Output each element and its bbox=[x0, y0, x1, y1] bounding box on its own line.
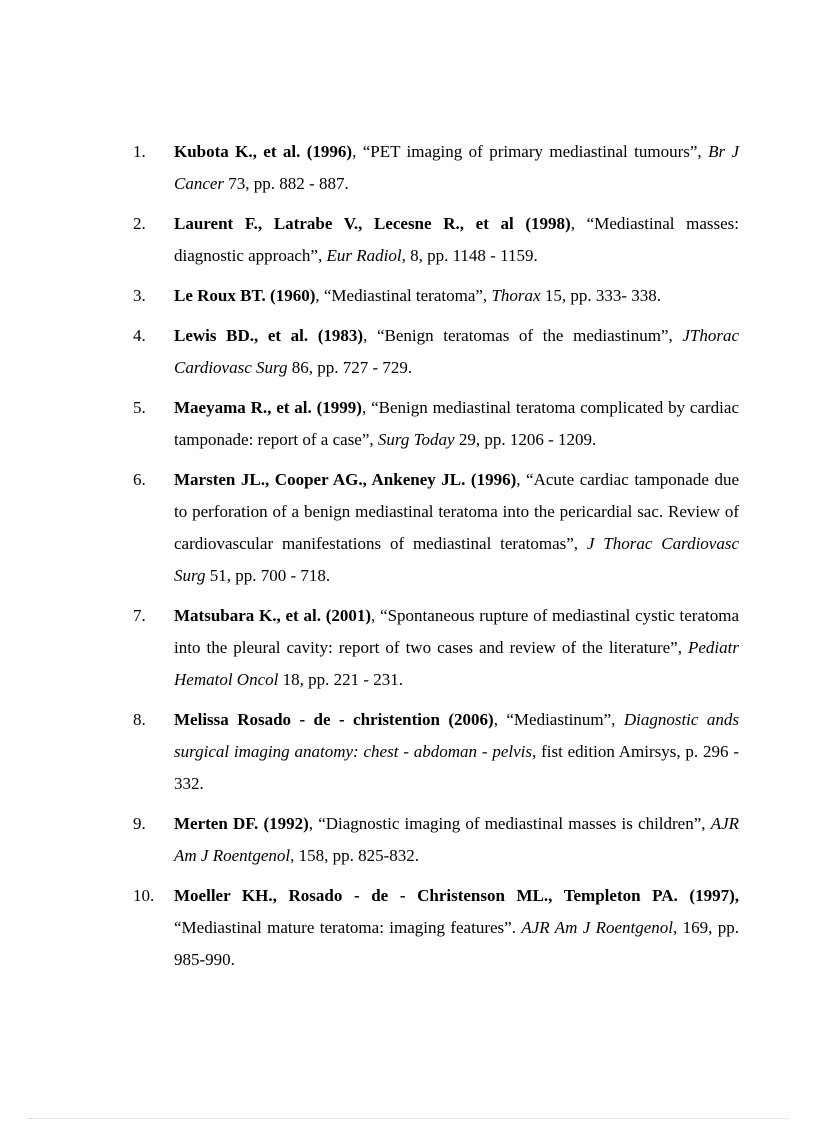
reference-title: “Diagnostic imaging of mediastinal masses is children”, bbox=[318, 814, 711, 833]
reference-list bbox=[133, 136, 739, 984]
reference-item-4 bbox=[133, 320, 739, 384]
reference-text bbox=[174, 136, 739, 200]
reference-details: 29, pp. 1206 - 1209. bbox=[454, 430, 597, 449]
reference-number: 5. bbox=[133, 398, 146, 417]
reference-item-10 bbox=[133, 880, 739, 976]
reference-authors: Maeyama R., et al. (1999) bbox=[174, 398, 362, 417]
reference-number: 10. bbox=[133, 886, 155, 905]
reference-item-6 bbox=[133, 464, 739, 592]
reference-details: , 158, pp. 825-832. bbox=[290, 846, 420, 865]
reference-item-5 bbox=[133, 392, 739, 456]
reference-separator: , bbox=[516, 470, 527, 489]
reference-item-9 bbox=[133, 808, 739, 872]
reference-item-1 bbox=[133, 136, 739, 200]
reference-authors: Lewis BD., et al. (1983) bbox=[174, 326, 364, 345]
reference-authors: Kubota K., et al. (1996) bbox=[174, 142, 353, 161]
reference-journal: Surg Today bbox=[377, 430, 455, 449]
reference-separator: , bbox=[570, 214, 587, 233]
reference-authors: Laurent F., Latrabe V., Lecesne R., et al (1998) bbox=[174, 214, 571, 233]
reference-item-2 bbox=[133, 208, 739, 272]
reference-journal: Eur Radiol bbox=[326, 246, 402, 265]
reference-item-7 bbox=[133, 600, 739, 696]
reference-number: 9. bbox=[133, 814, 146, 833]
reference-journal: AJR Am J Roentgenol bbox=[521, 918, 674, 937]
reference-number: 3. bbox=[133, 286, 146, 305]
reference-separator: , bbox=[493, 710, 507, 729]
reference-text bbox=[174, 704, 739, 800]
reference-journal: JThorac Cardiovasc Surg bbox=[174, 326, 740, 377]
reference-number: 1. bbox=[133, 142, 146, 161]
reference-journal: Thorax bbox=[491, 286, 541, 305]
reference-title: “Mediastinal masses: diagnostic approach”, bbox=[174, 214, 740, 265]
reference-title: “Benign mediastinal teratoma complicated by cardiac tamponade: report of a case”, bbox=[174, 398, 739, 449]
reference-text bbox=[174, 464, 739, 592]
reference-text bbox=[174, 808, 739, 872]
reference-number: 7. bbox=[133, 606, 146, 625]
reference-title: “Spontaneous rupture of mediastinal cystic teratoma into the pleural cavity: report of two cases and review of the literature”, bbox=[174, 606, 739, 657]
reference-separator: , bbox=[363, 326, 377, 345]
reference-authors: Moeller KH., Rosado - de - Christenson ML., Templeton PA. (1997), bbox=[174, 886, 739, 905]
reference-number: 2. bbox=[133, 214, 146, 233]
reference-authors: Melissa Rosado - de - christention (2006) bbox=[174, 710, 494, 729]
reference-authors: Matsubara K., et al. (2001) bbox=[174, 606, 372, 625]
reference-item-8 bbox=[133, 704, 739, 800]
reference-journal: J Thorac Cardiovasc Surg bbox=[174, 534, 739, 585]
reference-title: “PET imaging of primary mediastinal tumours”, bbox=[362, 142, 709, 161]
reference-authors: Le Roux BT. (1960) bbox=[174, 286, 316, 305]
reference-title: “Mediastinum”, bbox=[506, 710, 624, 729]
reference-separator: , bbox=[361, 398, 372, 417]
reference-separator: , bbox=[352, 142, 363, 161]
reference-number: 4. bbox=[133, 326, 146, 345]
reference-item-3 bbox=[133, 280, 739, 312]
reference-text bbox=[174, 320, 739, 384]
reference-text bbox=[174, 392, 739, 456]
reference-details: 18, pp. 221 - 231. bbox=[278, 670, 404, 689]
reference-separator: , bbox=[371, 606, 381, 625]
page-bottom-rule bbox=[28, 1118, 788, 1119]
reference-journal: Diagnostic ands surgical imaging anatomy: chest - abdoman - pelvis, bbox=[174, 710, 739, 761]
reference-details: , 8, pp. 1148 - 1159. bbox=[401, 246, 538, 265]
reference-authors: Marsten JL., Cooper AG., Ankeney JL. (1996) bbox=[174, 470, 517, 489]
reference-title: “Mediastinal mature teratoma: imaging features”. bbox=[174, 918, 522, 937]
reference-details: 15, pp. 333- 338. bbox=[540, 286, 661, 305]
reference-details: , 169, pp. 985-990. bbox=[174, 918, 739, 969]
reference-details: 51, pp. 700 - 718. bbox=[205, 566, 331, 585]
reference-details: fist edition Amirsys, p. 296 - 332. bbox=[174, 742, 739, 793]
reference-separator: , bbox=[315, 286, 324, 305]
reference-journal: Br J Cancer bbox=[174, 142, 739, 193]
reference-separator: , bbox=[308, 814, 319, 833]
reference-title: “Mediastinal teratoma”, bbox=[323, 286, 492, 305]
reference-text bbox=[174, 280, 739, 312]
reference-details: 73, pp. 882 - 887. bbox=[224, 174, 349, 193]
reference-text bbox=[174, 880, 739, 976]
reference-text bbox=[174, 600, 739, 696]
reference-authors: Merten DF. (1992) bbox=[174, 814, 309, 833]
reference-number: 6. bbox=[133, 470, 146, 489]
reference-title: “Acute cardiac tamponade due to perforation of a benign mediastinal teratoma into the pericardial sac. Review of cardiovascular manifestations of mediastinal teratomas”, bbox=[174, 470, 739, 553]
reference-number: 8. bbox=[133, 710, 146, 729]
reference-text bbox=[174, 208, 739, 272]
reference-journal: AJR Am J Roentgenol bbox=[174, 814, 740, 865]
reference-title: “Benign teratomas of the mediastinum”, bbox=[376, 326, 683, 345]
reference-details: 86, pp. 727 - 729. bbox=[287, 358, 413, 377]
reference-journal: Pediatr Hematol Oncol bbox=[174, 638, 739, 689]
